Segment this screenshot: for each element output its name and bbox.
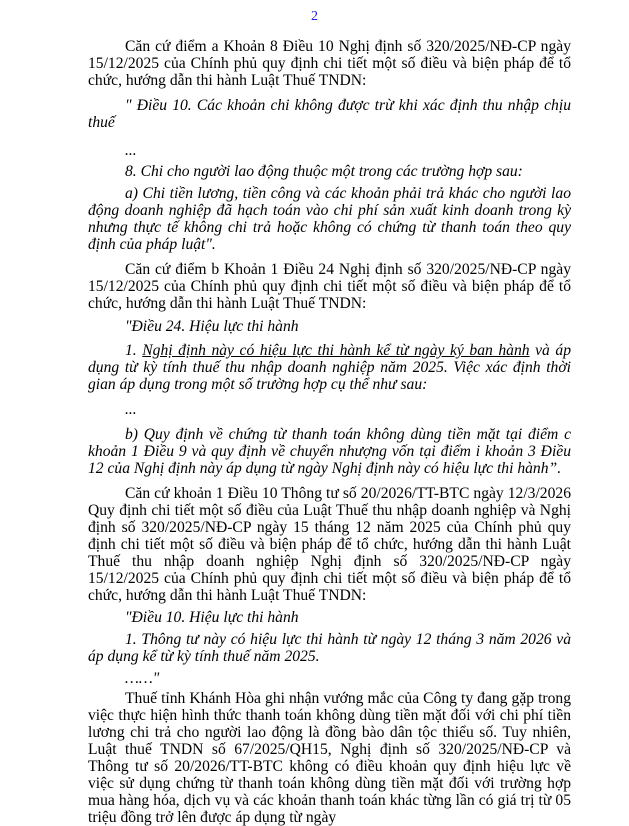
quote-art24-item1	[88, 342, 571, 393]
page-number: 2	[311, 9, 318, 24]
quote-circular-item1: 1. Thông tư này có hiệu lực thi hành từ ngày 12 tháng 3 năm 2026 và áp dụng kể từ kỳ tính thuế năm 2025.	[88, 631, 571, 665]
quote-art24-item1b: b) Quy định về chứng từ thanh toán không dùng tiền mặt tại điểm c khoản 1 Điều 9 và quy định về chuyển nhượng vốn tại điểm i khoản 3 Điều 12 của Nghị định này áp dụng từ ngày Nghị định này có hiệu lực thi hành”.	[88, 426, 571, 477]
document-body	[88, 38, 571, 826]
paragraph-conclusion: Thuế tỉnh Khánh Hòa ghi nhận vướng mắc của Công ty đang gặp trong việc thực hiện hình thức thanh toán không dùng tiền mặt đối với chi phí tiền lương chi trả cho người lao động là đồng bào dân tộc thiểu số. Tuy nhiên, Luật thuế TNDN số 67/2025/QH15, Nghị định số 320/2025/NĐ-CP và Thông tư số 20/2026/TT-BTC không có điều khoản quy định hiệu lực về việc sử dụng chứng từ thanh toán không dùng tiền mặt đối với trường hợp mua hàng hóa, dịch vụ và các khoản thanh toán khác từng lần có giá trị từ 05 triệu đồng trở lên được áp dụng từ ngày	[88, 690, 571, 826]
quote-circular-art10-title: "Điều 10. Hiệu lực thi hành	[125, 609, 299, 626]
ellipsis: ...	[125, 401, 137, 418]
item-rest: và áp dụng từ kỳ tính thuế thu nhập doanh nghiệp năm 2025. Việc xác định thời gian áp dụng trong một số trường hợp cụ thể như sau:	[88, 342, 572, 393]
quote-art10-title: " Điều 10. Các khoản chi không được trừ khi xác định thu nhập chịu thuế	[88, 97, 571, 131]
paragraph-basis-art10: Căn cứ điểm a Khoản 8 Điều 10 Nghị định số 320/2025/NĐ-CP ngày 15/12/2025 của Chính phủ quy định chi tiết một số điều và biện pháp để tổ chức, hướng dẫn thi hành Luật Thuế TNDN:	[88, 38, 571, 89]
paragraph-basis-art24: Căn cứ điểm b Khoản 1 Điều 24 Nghị định số 320/2025/NĐ-CP ngày 15/12/2025 của Chính phủ quy định chi tiết một số điều và biện pháp để tổ chức, hướng dẫn thi hành Luật Thuế TNDN:	[88, 261, 571, 312]
ellipsis: ...	[125, 142, 137, 159]
ellipsis-close: ……"	[125, 670, 160, 687]
quote-item8: 8. Chi cho người lao động thuộc một trong các trường hợp sau:	[125, 163, 523, 180]
paragraph-basis-circular: Căn cứ khoản 1 Điều 10 Thông tư số 20/2026/TT-BTC ngày 12/3/2026 Quy định chi tiết một số điều của Luật Thuế thu nhập doanh nghiệp và Nghị định số 320/2025/NĐ-CP ngày 15 tháng 12 năm 2025 của Chính phủ quy định chi tiết một số điều và biện pháp để tổ chức, hướng dẫn thi hành Luật Thuế thu nhập doanh nghiệp Nghị định số 320/2025/NĐ-CP ngày 15/12/2025 của Chính phủ quy định chi tiết một số điều và biện pháp để tổ chức, hướng dẫn thi hành Luật Thuế TNDN:	[88, 485, 571, 604]
item-prefix: 1.	[125, 342, 143, 359]
quote-item8a: a) Chi tiền lương, tiền công và các khoản phải trả khác cho người lao động doanh nghiệp đã hạch toán vào chi phí sản xuất kinh doanh trong kỳ nhưng thực tế không chi trả hoặc không có chứng từ thanh toán theo quy định của pháp luật".	[88, 185, 571, 253]
quote-art24-title: "Điều 24. Hiệu lực thi hành	[125, 318, 299, 335]
underlined-text: Nghị định này có hiệu lực thi hành kể từ ngày ký ban hành	[142, 342, 530, 359]
